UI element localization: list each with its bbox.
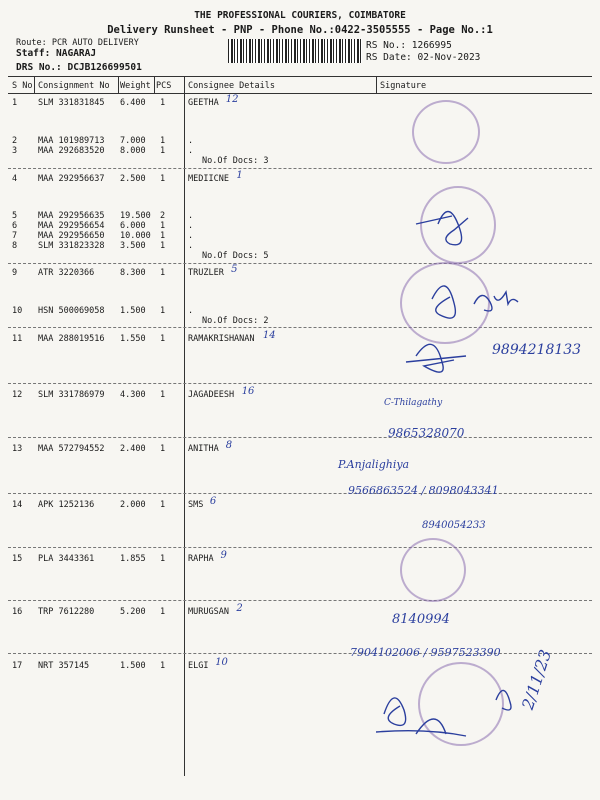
col-weight: Weight <box>120 81 151 91</box>
row-weight: 7.000 <box>120 136 146 146</box>
signature-scribbles <box>376 94 596 794</box>
handwritten-date: 2/11/23 <box>518 647 556 712</box>
row-consignee: ANITHA <box>188 444 219 454</box>
row-pcs: 1 <box>160 136 166 146</box>
row-sno: 7 <box>12 231 18 241</box>
rs-number: RS No.: 1266995 <box>366 40 452 51</box>
col-sno: S No <box>12 81 33 91</box>
rs-date: RS Date: 02-Nov-2023 <box>366 52 481 63</box>
row-consignment-no: MAA 288019516 <box>38 334 105 344</box>
col-consignment: Consignment No <box>38 81 110 91</box>
row-pcs: 1 <box>160 607 166 617</box>
row-sno: 14 <box>12 500 23 510</box>
row-consignee: . <box>188 231 194 241</box>
row-pcs: 1 <box>160 174 166 184</box>
row-handwritten-number: 12 <box>225 94 239 105</box>
row-weight: 1.500 <box>120 306 146 316</box>
col-pcs: PCS <box>156 81 172 91</box>
row-handwritten-number: 10 <box>215 657 228 668</box>
row-handwritten-number: 5 <box>231 264 238 275</box>
row-sno: 8 <box>12 241 18 251</box>
row-sno: 9 <box>12 268 18 278</box>
row-consignee: . <box>188 136 194 146</box>
row-consignment-no: TRP 7612280 <box>38 607 95 617</box>
row-consignee: TRUZLER <box>188 268 224 278</box>
row-consignment-no: PLA 3443361 <box>38 554 95 564</box>
row-weight: 1.500 <box>120 661 146 671</box>
row-consignee: . <box>188 221 194 231</box>
row-consignee: MURUGSAN <box>188 607 229 617</box>
row-pcs: 1 <box>160 554 166 564</box>
row-pcs: 2 <box>160 211 166 221</box>
row-weight: 6.000 <box>120 221 146 231</box>
row-consignee: RAPHA <box>188 554 214 564</box>
row-consignee: SMS <box>188 500 204 510</box>
handwritten-phone: 9865328070 <box>388 426 465 440</box>
row-sno: 17 <box>12 661 23 671</box>
row-consignee: ELGI <box>188 661 209 671</box>
staff-label: Staff: NAGARAJ <box>16 48 97 59</box>
row-pcs: 1 <box>160 146 166 156</box>
row-consignee: MEDIICNE <box>188 174 229 184</box>
row-sno: 2 <box>12 136 18 146</box>
row-sno: 16 <box>12 607 23 617</box>
row-handwritten-number: 8 <box>225 440 233 451</box>
route-label: Route: PCR AUTO DELIVERY <box>16 38 139 48</box>
row-consignment-no: ATR 3220366 <box>38 268 95 278</box>
row-pcs: 1 <box>160 221 166 231</box>
row-pcs: 1 <box>160 241 166 251</box>
row-pcs: 1 <box>160 231 166 241</box>
row-sno: 11 <box>12 334 23 344</box>
row-consignee: RAMAKRISHANAN <box>188 334 255 344</box>
row-weight: 10.000 <box>120 231 151 241</box>
row-handwritten-number: 16 <box>241 386 255 397</box>
docs-count-1: No.Of Docs: 3 <box>202 156 269 166</box>
handwritten-phone: 8940054233 <box>422 520 486 531</box>
row-weight: 1.550 <box>120 334 146 344</box>
row-consignee: GEETHA <box>188 98 219 108</box>
row-handwritten-number: 6 <box>209 496 217 507</box>
row-weight: 3.500 <box>120 241 146 251</box>
row-weight: 2.500 <box>120 174 146 184</box>
row-consignee: . <box>188 306 194 316</box>
row-handwritten-number: 14 <box>262 330 276 341</box>
row-consignment-no: MAA 101989713 <box>38 136 105 146</box>
row-consignee: . <box>188 241 194 251</box>
row-pcs: 1 <box>160 268 166 278</box>
row-consignment-no: APK 1252136 <box>38 500 95 510</box>
row-consignment-no: MAA 292956635 <box>38 211 105 221</box>
row-pcs: 1 <box>160 306 166 316</box>
row-pcs: 1 <box>160 500 166 510</box>
row-sno: 3 <box>12 146 18 156</box>
row-consignment-no: SLM 331823328 <box>38 241 105 251</box>
row-consignment-no: HSN 500069058 <box>38 306 105 316</box>
row-sno: 4 <box>12 174 18 184</box>
row-sno: 6 <box>12 221 18 231</box>
handwritten-phone: 8140994 <box>392 612 450 627</box>
row-consignment-no: MAA 292683520 <box>38 146 105 156</box>
row-sno: 5 <box>12 211 18 221</box>
col-signature: Signature <box>380 81 427 91</box>
row-pcs: 1 <box>160 444 166 454</box>
row-weight: 8.000 <box>120 146 146 156</box>
row-weight: 6.400 <box>120 98 146 108</box>
row-consignment-no: SLM 331786979 <box>38 390 105 400</box>
row-consignment-no: MAA 292956654 <box>38 221 105 231</box>
row-consignee: . <box>188 211 194 221</box>
row-sno: 15 <box>12 554 23 564</box>
handwritten-phone: 9894218133 <box>492 342 582 358</box>
docs-count-3: No.Of Docs: 2 <box>202 316 269 326</box>
row-handwritten-number: 1 <box>236 170 243 181</box>
row-weight: 19.500 <box>120 211 151 221</box>
row-weight: 4.300 <box>120 390 146 400</box>
row-pcs: 1 <box>160 334 166 344</box>
handwritten-name: C-Thilagathy <box>384 398 443 408</box>
row-sno: 1 <box>12 98 18 108</box>
barcode <box>228 39 362 63</box>
row-consignment-no: MAA 292956650 <box>38 231 105 241</box>
row-consignment-no: MAA 572794552 <box>38 444 105 454</box>
handwritten-phone: 7904102006 / 9597523390 <box>350 646 501 659</box>
row-weight: 5.200 <box>120 607 146 617</box>
row-handwritten-number: 9 <box>220 550 227 561</box>
col-consignee: Consignee Details <box>188 81 275 91</box>
handwritten-phone: 9566863524 / 8098043341 <box>348 484 499 497</box>
row-pcs: 1 <box>160 390 166 400</box>
row-weight: 2.400 <box>120 444 146 454</box>
row-pcs: 1 <box>160 661 166 671</box>
row-consignee: . <box>188 146 194 156</box>
row-consignment-no: NRT 357145 <box>38 661 90 671</box>
row-consignment-no: SLM 331831845 <box>38 98 105 108</box>
row-weight: 1.855 <box>120 554 146 564</box>
row-weight: 8.300 <box>120 268 146 278</box>
row-sno: 13 <box>12 444 23 454</box>
row-sno: 12 <box>12 390 23 400</box>
row-sno: 10 <box>12 306 23 316</box>
row-consignee: JAGADEESH <box>188 390 235 400</box>
docs-count-2: No.Of Docs: 5 <box>202 251 269 261</box>
drs-number: DRS No.: DCJB126699501 <box>16 62 142 73</box>
row-handwritten-number: 2 <box>236 603 243 614</box>
runsheet-title: Delivery Runsheet - PNP - Phone No.:0422-3505555 - Page No.:1 <box>107 24 493 36</box>
company-title: THE PROFESSIONAL COURIERS, COIMBATORE <box>194 10 406 21</box>
row-pcs: 1 <box>160 98 166 108</box>
row-weight: 2.000 <box>120 500 146 510</box>
row-consignment-no: MAA 292956637 <box>38 174 105 184</box>
handwritten-name: P.Anjalighiya <box>338 458 410 471</box>
